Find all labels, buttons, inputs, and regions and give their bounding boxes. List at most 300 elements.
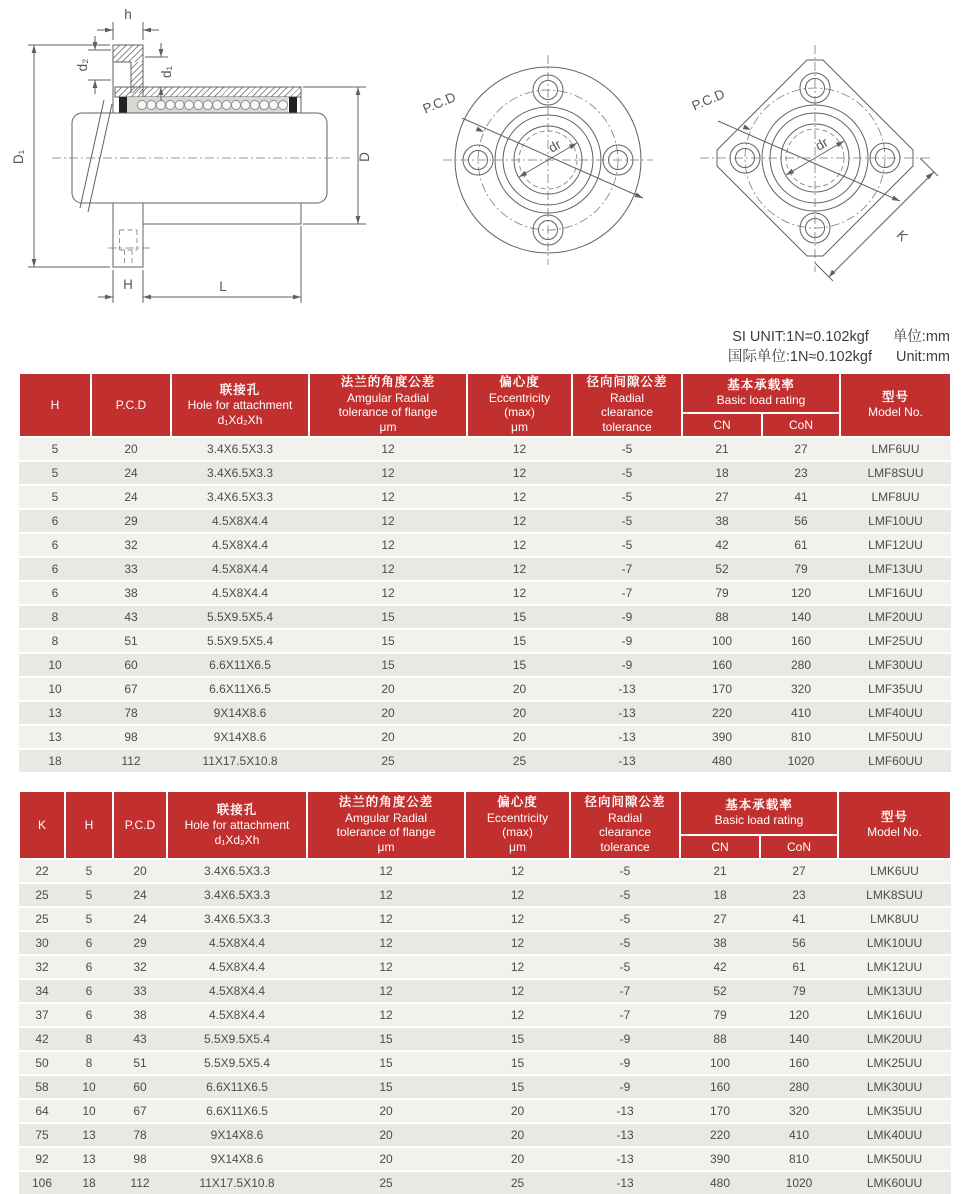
- cell: 12: [307, 955, 465, 979]
- cell: 24: [113, 907, 167, 931]
- cell: 15: [309, 629, 467, 653]
- cell: 78: [113, 1123, 167, 1147]
- cell: 12: [467, 557, 572, 581]
- cell: -5: [572, 533, 682, 557]
- cell: 33: [113, 979, 167, 1003]
- table-row: [19, 1147, 951, 1171]
- cell: 67: [113, 1099, 167, 1123]
- cell: 24: [91, 461, 171, 485]
- cell: LMF25UU: [840, 629, 951, 653]
- col-header-angular: 法兰的角度公差 Amgular Radial tolerance of flange μm: [309, 373, 467, 437]
- cell: 92: [19, 1147, 65, 1171]
- cell: 5: [65, 907, 113, 931]
- table-row: [19, 907, 951, 931]
- lmf-table-header: [19, 373, 951, 437]
- cell: 32: [113, 955, 167, 979]
- cell: 67: [91, 677, 171, 701]
- cell: 20: [309, 725, 467, 749]
- cell: 98: [91, 725, 171, 749]
- col-header-con: CoN: [760, 835, 838, 859]
- cell: 6: [65, 979, 113, 1003]
- cell: 18: [65, 1171, 113, 1194]
- cell: 56: [762, 509, 840, 533]
- cell: 15: [309, 605, 467, 629]
- cell: 42: [680, 955, 760, 979]
- cell: 41: [762, 485, 840, 509]
- cell: -9: [570, 1027, 680, 1051]
- cell: -5: [572, 437, 682, 461]
- cell: 12: [465, 931, 570, 955]
- cell: 27: [760, 859, 838, 883]
- cell: 11X17.5X10.8: [171, 749, 309, 772]
- cell: 43: [113, 1027, 167, 1051]
- cell: 61: [760, 955, 838, 979]
- cell: 280: [760, 1075, 838, 1099]
- dr-label-square: dr: [812, 134, 831, 154]
- cell: 43: [91, 605, 171, 629]
- cell: 20: [113, 859, 167, 883]
- cell: -5: [570, 883, 680, 907]
- cell: 12: [307, 1003, 465, 1027]
- cell: -5: [570, 907, 680, 931]
- cell: 12: [309, 461, 467, 485]
- units-note: [728, 327, 950, 368]
- cell: -13: [570, 1099, 680, 1123]
- col-header-pcd: P.C.D: [113, 791, 167, 859]
- table-row: [19, 749, 951, 772]
- cell: 5: [65, 859, 113, 883]
- cell: -9: [570, 1051, 680, 1075]
- square-flange-view: [690, 45, 938, 281]
- cell: 20: [467, 725, 572, 749]
- cell: 12: [465, 1003, 570, 1027]
- cell: 30: [19, 931, 65, 955]
- cell: -5: [570, 859, 680, 883]
- cell: 3.4X6.5X3.3: [171, 437, 309, 461]
- cell: 390: [682, 725, 762, 749]
- cell: -13: [572, 749, 682, 772]
- cell: 6.6X11X6.5: [171, 677, 309, 701]
- cell: 6: [19, 509, 91, 533]
- cell: 10: [19, 653, 91, 677]
- cell: 15: [307, 1027, 465, 1051]
- table-row: [19, 581, 951, 605]
- cell: 51: [113, 1051, 167, 1075]
- cell: 6: [19, 581, 91, 605]
- col-header-con: CoN: [762, 413, 840, 437]
- cell: 6: [65, 931, 113, 955]
- cell: 9X14X8.6: [167, 1123, 307, 1147]
- cell: 480: [680, 1171, 760, 1194]
- col-header-eccentricity: 偏心度 Eccentricity (max) μm: [467, 373, 572, 437]
- lmk-table-body: [19, 859, 951, 1194]
- cell: 3.4X6.5X3.3: [171, 461, 309, 485]
- cell: 140: [760, 1027, 838, 1051]
- cell: LMF60UU: [840, 749, 951, 772]
- cell: 100: [682, 629, 762, 653]
- cell: 4.5X8X4.4: [167, 955, 307, 979]
- cell: 12: [307, 883, 465, 907]
- cell: 4.5X8X4.4: [171, 509, 309, 533]
- units-note-si-cn: 国际单位:1N≈0.102kgf: [727, 349, 873, 366]
- cell: 56: [760, 931, 838, 955]
- cell: LMK6UU: [838, 859, 951, 883]
- cell: 15: [467, 653, 572, 677]
- cell: 23: [760, 883, 838, 907]
- cell: 6: [65, 955, 113, 979]
- cell: 20: [307, 1123, 465, 1147]
- cell: 100: [680, 1051, 760, 1075]
- cell: LMK25UU: [838, 1051, 951, 1075]
- cell: -7: [572, 581, 682, 605]
- cell: 8: [19, 629, 91, 653]
- table-row: [19, 1099, 951, 1123]
- cell: 88: [680, 1027, 760, 1051]
- cell: LMK8UU: [838, 907, 951, 931]
- cell: 37: [19, 1003, 65, 1027]
- table-row: [19, 955, 951, 979]
- cell: 34: [19, 979, 65, 1003]
- cell: 5.5X9.5X5.4: [171, 629, 309, 653]
- cell: 10: [65, 1099, 113, 1123]
- cell: -9: [570, 1075, 680, 1099]
- cell: 5: [19, 461, 91, 485]
- col-header-angular: 法兰的角度公差 Amgular Radial tolerance of flange μm: [307, 791, 465, 859]
- cell: LMF20UU: [840, 605, 951, 629]
- cell: 79: [760, 979, 838, 1003]
- cell: -9: [572, 629, 682, 653]
- cell: 6: [19, 557, 91, 581]
- cell: -5: [572, 461, 682, 485]
- pcd-label-round: P.C.D: [420, 89, 458, 117]
- cell: 6.6X11X6.5: [167, 1075, 307, 1099]
- cell: 13: [19, 725, 91, 749]
- col-header-model: 型号 Model No.: [840, 373, 951, 437]
- cell: 75: [19, 1123, 65, 1147]
- cell: 18: [680, 883, 760, 907]
- cell: LMF8SUU: [840, 461, 951, 485]
- cell: 11X17.5X10.8: [167, 1171, 307, 1194]
- cell: 5: [19, 437, 91, 461]
- cell: 79: [680, 1003, 760, 1027]
- cell: 5.5X9.5X5.4: [171, 605, 309, 629]
- cell: 6.6X11X6.5: [171, 653, 309, 677]
- cell: 79: [762, 557, 840, 581]
- cell: -13: [570, 1123, 680, 1147]
- cell: 320: [760, 1099, 838, 1123]
- cell: -5: [570, 955, 680, 979]
- table-row: [19, 533, 951, 557]
- cell: 12: [307, 979, 465, 1003]
- cell: 21: [680, 859, 760, 883]
- cell: 4.5X8X4.4: [167, 979, 307, 1003]
- cell: 27: [762, 437, 840, 461]
- col-header-hole: 联接孔 Hole for attachment d₁Xd₂Xh: [167, 791, 307, 859]
- cell: 24: [91, 485, 171, 509]
- lmk-spec-table: [18, 790, 952, 1194]
- cell: 15: [465, 1051, 570, 1075]
- table-row: [19, 437, 951, 461]
- cell: LMF12UU: [840, 533, 951, 557]
- cell: LMF40UU: [840, 701, 951, 725]
- table-row: [19, 931, 951, 955]
- table-row: [19, 859, 951, 883]
- technical-drawings: [0, 0, 963, 345]
- cell: 12: [467, 485, 572, 509]
- cell: 33: [91, 557, 171, 581]
- cell: 32: [91, 533, 171, 557]
- cell: -13: [570, 1171, 680, 1194]
- cell: LMK8SUU: [838, 883, 951, 907]
- table-row: [19, 1027, 951, 1051]
- cell: 280: [762, 653, 840, 677]
- cell: 79: [682, 581, 762, 605]
- cell: -7: [570, 1003, 680, 1027]
- cell: 9X14X8.6: [171, 701, 309, 725]
- cell: 12: [309, 437, 467, 461]
- col-header-h: H: [65, 791, 113, 859]
- cell: 112: [113, 1171, 167, 1194]
- cell: LMK50UU: [838, 1147, 951, 1171]
- side-section-view: [11, 7, 372, 303]
- col-header-model: 型号 Model No.: [838, 791, 951, 859]
- cell: 4.5X8X4.4: [171, 557, 309, 581]
- cell: 21: [682, 437, 762, 461]
- table-row: [19, 461, 951, 485]
- cell: 20: [467, 677, 572, 701]
- cell: LMF16UU: [840, 581, 951, 605]
- cell: 1020: [762, 749, 840, 772]
- cell: -7: [572, 557, 682, 581]
- dim-label-d1: d₁: [159, 65, 174, 79]
- col-header-eccentricity: 偏心度 Eccentricity (max) μm: [465, 791, 570, 859]
- cell: 3.4X6.5X3.3: [167, 907, 307, 931]
- cell: 18: [19, 749, 91, 772]
- table-row: [19, 557, 951, 581]
- cell: 12: [309, 509, 467, 533]
- cell: 220: [680, 1123, 760, 1147]
- cell: 12: [467, 461, 572, 485]
- table-row: [19, 1051, 951, 1075]
- cell: 15: [465, 1027, 570, 1051]
- cell: 25: [19, 907, 65, 931]
- cell: 20: [307, 1099, 465, 1123]
- col-header-cn: CN: [680, 835, 760, 859]
- cell: 12: [467, 581, 572, 605]
- cell: 6.6X11X6.5: [167, 1099, 307, 1123]
- cell: 25: [19, 883, 65, 907]
- cell: 15: [307, 1051, 465, 1075]
- cell: 27: [682, 485, 762, 509]
- cell: 120: [760, 1003, 838, 1027]
- dim-label-h: h: [124, 7, 132, 22]
- cell: -5: [570, 931, 680, 955]
- cell: 160: [680, 1075, 760, 1099]
- cell: 3.4X6.5X3.3: [171, 485, 309, 509]
- cell: 170: [680, 1099, 760, 1123]
- cell: 27: [680, 907, 760, 931]
- table-row: [19, 509, 951, 533]
- cell: 12: [465, 955, 570, 979]
- cell: 140: [762, 605, 840, 629]
- cell: 13: [19, 701, 91, 725]
- cell: 4.5X8X4.4: [167, 1003, 307, 1027]
- cell: 170: [682, 677, 762, 701]
- cell: 25: [465, 1171, 570, 1194]
- cell: 1020: [760, 1171, 838, 1194]
- col-header-hole: 联接孔 Hole for attachment d₁Xd₂Xh: [171, 373, 309, 437]
- cell: 160: [760, 1051, 838, 1075]
- cell: 78: [91, 701, 171, 725]
- cell: 42: [682, 533, 762, 557]
- table-row: [19, 1003, 951, 1027]
- cell: 61: [762, 533, 840, 557]
- cell: -13: [570, 1147, 680, 1171]
- drawing-linework: [0, 0, 963, 345]
- table-row: [19, 1171, 951, 1194]
- cell: 18: [682, 461, 762, 485]
- col-header-load: 基本承载率 Basic load rating: [680, 791, 838, 835]
- col-header-radial: 径向间隙公差 Radial clearance tolerance: [572, 373, 682, 437]
- cell: -5: [572, 485, 682, 509]
- table-row: [19, 725, 951, 749]
- cell: 12: [307, 859, 465, 883]
- cell: 5.5X9.5X5.4: [167, 1027, 307, 1051]
- cell: 41: [760, 907, 838, 931]
- cell: LMK40UU: [838, 1123, 951, 1147]
- cell: -5: [572, 509, 682, 533]
- cell: 52: [680, 979, 760, 1003]
- cell: LMK60UU: [838, 1171, 951, 1194]
- cell: LMF10UU: [840, 509, 951, 533]
- cell: LMF6UU: [840, 437, 951, 461]
- lmk-table-header: [19, 791, 951, 859]
- cell: 220: [682, 701, 762, 725]
- cell: 60: [113, 1075, 167, 1099]
- cell: 20: [91, 437, 171, 461]
- cell: 13: [65, 1147, 113, 1171]
- cell: LMF30UU: [840, 653, 951, 677]
- cell: -13: [572, 701, 682, 725]
- cell: 24: [113, 883, 167, 907]
- units-note-mm-cn: 单位:mm: [892, 329, 950, 345]
- cell: 5: [19, 485, 91, 509]
- round-flange-view: [421, 55, 653, 265]
- cell: 8: [65, 1027, 113, 1051]
- cell: 12: [309, 581, 467, 605]
- cell: 160: [682, 653, 762, 677]
- cell: 38: [91, 581, 171, 605]
- cell: -13: [572, 725, 682, 749]
- cell: -13: [572, 677, 682, 701]
- cell: 64: [19, 1099, 65, 1123]
- dim-label-K: K: [893, 227, 911, 245]
- cell: 12: [467, 533, 572, 557]
- cell: 98: [113, 1147, 167, 1171]
- cell: 120: [762, 581, 840, 605]
- cell: 60: [91, 653, 171, 677]
- cell: -7: [570, 979, 680, 1003]
- table-row: [19, 485, 951, 509]
- col-header-h: H: [19, 373, 91, 437]
- cell: -9: [572, 653, 682, 677]
- units-note-si: SI UNIT:1N=0.102kgf: [732, 329, 869, 345]
- cell: 12: [465, 859, 570, 883]
- cell: LMF35UU: [840, 677, 951, 701]
- dim-label-D: D: [357, 152, 372, 162]
- cell: 20: [309, 677, 467, 701]
- cell: 410: [762, 701, 840, 725]
- cell: 20: [465, 1099, 570, 1123]
- cell: 12: [465, 883, 570, 907]
- cell: LMF8UU: [840, 485, 951, 509]
- cell: 42: [19, 1027, 65, 1051]
- cell: 13: [65, 1123, 113, 1147]
- cell: 410: [760, 1123, 838, 1147]
- table-row: [19, 653, 951, 677]
- cell: LMK13UU: [838, 979, 951, 1003]
- col-header-pcd: P.C.D: [91, 373, 171, 437]
- dr-label-round: dr: [545, 136, 564, 156]
- cell: 58: [19, 1075, 65, 1099]
- cell: 15: [467, 605, 572, 629]
- dim-label-H: H: [123, 277, 133, 292]
- cell: 22: [19, 859, 65, 883]
- cell: 15: [467, 629, 572, 653]
- cell: 106: [19, 1171, 65, 1194]
- cell: 25: [467, 749, 572, 772]
- cell: 12: [309, 557, 467, 581]
- cell: 15: [465, 1075, 570, 1099]
- cell: 20: [307, 1147, 465, 1171]
- cell: 12: [467, 437, 572, 461]
- cell: 52: [682, 557, 762, 581]
- cell: 12: [309, 533, 467, 557]
- cell: 112: [91, 749, 171, 772]
- col-header-k: K: [19, 791, 65, 859]
- cell: 88: [682, 605, 762, 629]
- cell: LMK12UU: [838, 955, 951, 979]
- cell: 4.5X8X4.4: [171, 533, 309, 557]
- cell: 390: [680, 1147, 760, 1171]
- cell: 25: [309, 749, 467, 772]
- cell: 12: [465, 907, 570, 931]
- cell: LMK30UU: [838, 1075, 951, 1099]
- cell: 38: [682, 509, 762, 533]
- pcd-label-square: P.C.D: [689, 86, 727, 114]
- cell: 810: [762, 725, 840, 749]
- cell: LMK10UU: [838, 931, 951, 955]
- table-row: [19, 1123, 951, 1147]
- cell: 25: [307, 1171, 465, 1194]
- dim-label-d2: d₂: [75, 58, 90, 72]
- table-row: [19, 677, 951, 701]
- cell: 15: [307, 1075, 465, 1099]
- cell: 9X14X8.6: [171, 725, 309, 749]
- cell: 4.5X8X4.4: [167, 931, 307, 955]
- cell: 320: [762, 677, 840, 701]
- cell: LMF50UU: [840, 725, 951, 749]
- lmf-table-body: [19, 437, 951, 772]
- cell: 29: [91, 509, 171, 533]
- cell: 20: [465, 1147, 570, 1171]
- cell: 6: [65, 1003, 113, 1027]
- cell: 12: [307, 907, 465, 931]
- cell: 20: [465, 1123, 570, 1147]
- col-header-cn: CN: [682, 413, 762, 437]
- table-row: [19, 979, 951, 1003]
- dim-label-L: L: [219, 279, 227, 294]
